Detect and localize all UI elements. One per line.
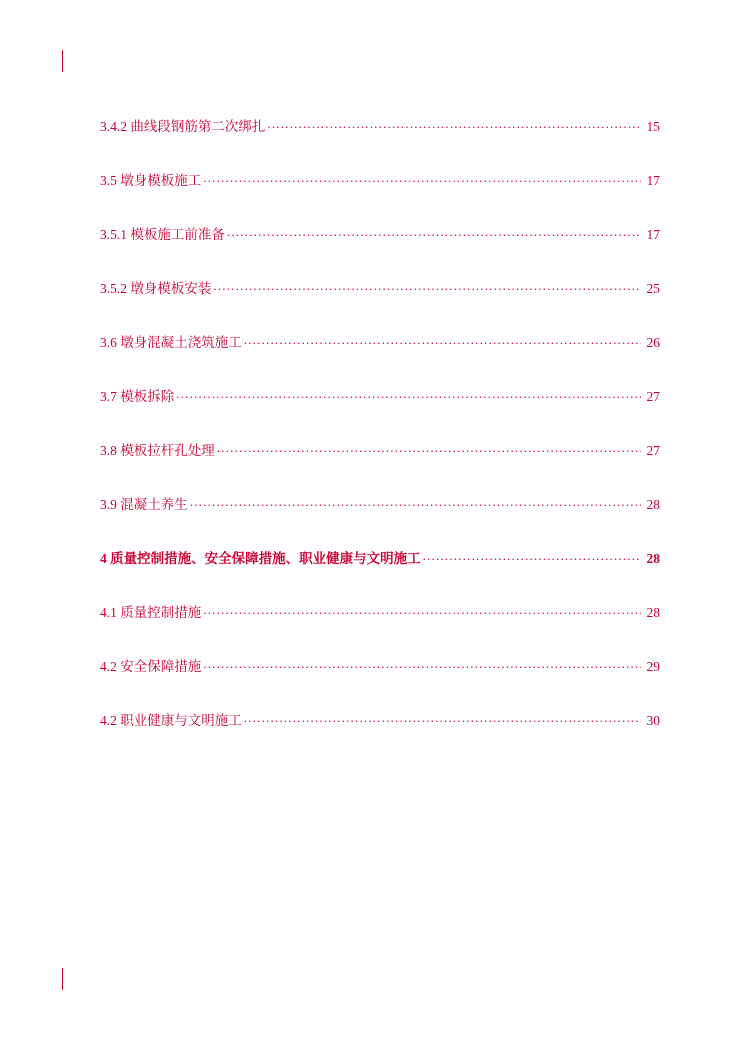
- toc-entry[interactable]: [100, 674, 660, 728]
- toc-leader-dots: [244, 714, 641, 724]
- toc-entry[interactable]: [100, 188, 660, 242]
- toc-entry-label: 3.9 混凝土养生: [100, 496, 188, 512]
- toc-entry-label: 4.2 职业健康与文明施工: [100, 712, 242, 728]
- toc-entry-page-number: 27: [646, 442, 660, 458]
- toc-entry-page-number: 26: [646, 334, 660, 350]
- toc-entry-page-number: 25: [646, 280, 660, 296]
- toc-entry[interactable]: [100, 296, 660, 350]
- toc-entry-page-number: 29: [646, 658, 660, 674]
- toc-entry-label: 3.8 模板拉杆孔处理: [100, 442, 215, 458]
- toc-entry-page-number: 30: [646, 712, 660, 728]
- toc-entry-label: 3.5.1 模板施工前准备: [100, 226, 225, 242]
- toc-entry-label: 3.7 模板拆除: [100, 388, 175, 404]
- toc-entry-page-number: 27: [646, 388, 660, 404]
- toc-leader-dots: [227, 228, 641, 238]
- toc-entry-page-number: 17: [646, 226, 660, 242]
- toc-entry-page-number: 28: [646, 604, 660, 620]
- toc-leader-dots: [203, 174, 641, 184]
- toc-entry-page-number: 17: [646, 172, 660, 188]
- toc-entry-page-number: 28: [646, 496, 660, 512]
- toc-leader-dots: [244, 336, 641, 346]
- toc-entry[interactable]: [100, 80, 660, 134]
- toc-leader-dots: [176, 390, 641, 400]
- margin-mark-top: [62, 50, 63, 72]
- toc-leader-dots: [213, 282, 641, 292]
- toc-entry-label: 4.1 质量控制措施: [100, 604, 202, 620]
- margin-mark-bottom: [62, 968, 63, 990]
- toc-entry-page-number: 28: [646, 550, 660, 566]
- toc-entry-label: 3.6 墩身混凝土浇筑施工: [100, 334, 242, 350]
- toc-leader-dots: [217, 444, 641, 454]
- toc-entry-label: 3.5 墩身模板施工: [100, 172, 202, 188]
- toc-entry-label: 3.5.2 墩身模板安装: [100, 280, 212, 296]
- toc-entry-label: 3.4.2 曲线段钢筋第二次绑扎: [100, 118, 266, 134]
- toc-entry-page-number: 15: [646, 118, 660, 134]
- toc-leader-dots: [267, 120, 641, 130]
- toc-leader-dots: [203, 660, 641, 670]
- toc-entry-label: 4.2 安全保障措施: [100, 658, 202, 674]
- toc-leader-dots: [423, 552, 641, 562]
- table-of-contents: [100, 80, 660, 728]
- toc-entry[interactable]: [100, 566, 660, 620]
- toc-entry[interactable]: [100, 404, 660, 458]
- toc-entry[interactable]: [100, 512, 660, 566]
- toc-entry[interactable]: [100, 458, 660, 512]
- toc-entry[interactable]: [100, 350, 660, 404]
- toc-leader-dots: [203, 606, 641, 616]
- toc-entry[interactable]: [100, 620, 660, 674]
- toc-leader-dots: [190, 498, 641, 508]
- toc-entry[interactable]: [100, 242, 660, 296]
- toc-entry-label: 4 质量控制措施、安全保障措施、职业健康与文明施工: [100, 550, 421, 566]
- toc-entry[interactable]: [100, 134, 660, 188]
